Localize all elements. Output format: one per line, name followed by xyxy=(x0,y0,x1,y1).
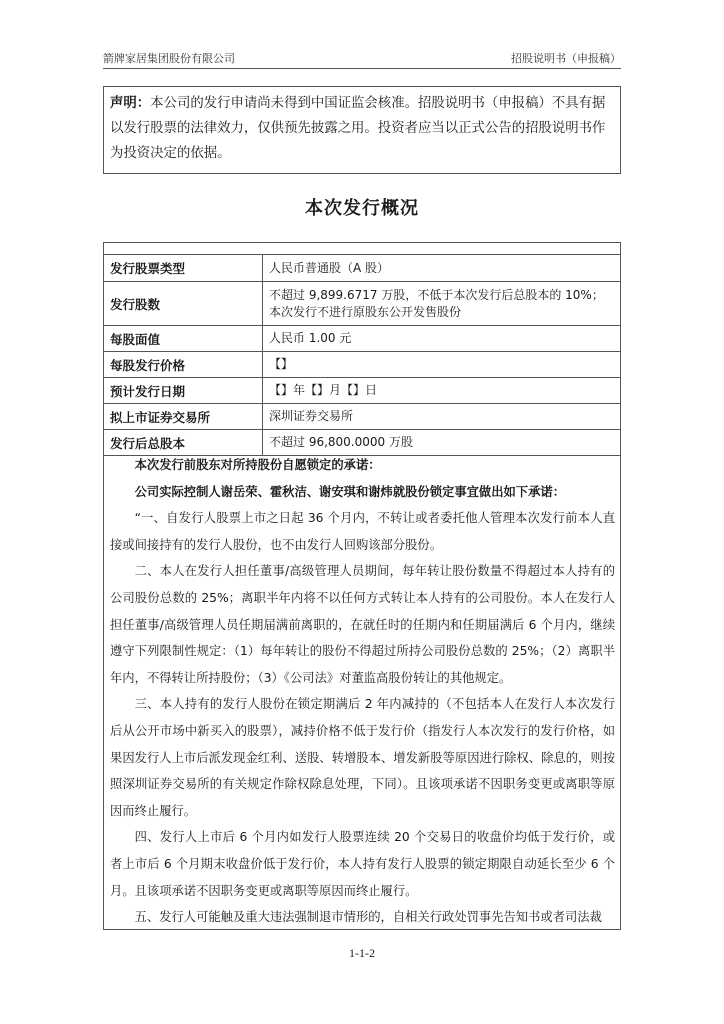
header-company-name: 箭牌家居集团股份有限公司 xyxy=(103,52,235,65)
commitment-section xyxy=(110,452,615,931)
row-key: 预计发行日期 xyxy=(104,378,263,404)
offering-summary-table xyxy=(103,254,621,456)
row-value: 深圳证券交易所 xyxy=(263,404,621,430)
table-row xyxy=(104,326,621,352)
table-row xyxy=(104,404,621,430)
header-document-type: 招股说明书（申报稿） xyxy=(511,52,621,65)
page-title: 本次发行概况 xyxy=(305,198,419,219)
disclaimer-label: 声明： xyxy=(110,96,151,111)
row-key: 每股面值 xyxy=(104,326,263,352)
table-row xyxy=(104,352,621,378)
page-number: 1-1-2 xyxy=(349,946,375,960)
row-value: 人民币普通股（A 股） xyxy=(263,255,621,282)
commitment-paragraph-5: 五、发行人可能触及重大违法强制退市情形的，自相关行政处罚事先告知书或者司法裁 xyxy=(134,910,602,925)
row-key: 拟上市证券交易所 xyxy=(104,404,263,430)
disclaimer-box xyxy=(103,86,621,174)
controller-commitment-heading: 公司实际控制人谢岳荣、霍秋洁、谢安琪和谢炜就股份锁定事宜做出如下承诺： xyxy=(134,484,565,499)
row-value: 【】 xyxy=(263,352,621,378)
table-row xyxy=(104,378,621,404)
commitment-paragraph-1: “一、自发行人股票上市之日起 36 个月内，不转让或者委托他人管理本次发行前本人直接或间接持有的发行人股份，也不由发行人回购该部分股份。 xyxy=(110,511,615,552)
commitment-heading: 本次发行前股东对所持股份自愿锁定的承诺： xyxy=(134,458,381,472)
row-key: 每股发行价格 xyxy=(104,352,263,378)
row-key: 发行股数 xyxy=(104,282,263,326)
table-row xyxy=(104,282,621,326)
commitment-paragraph-2: 二、本人在发行人担任董事/高级管理人员期间，每年转让股份数量不得超过本人持有的公司股份总数的 25%；离职半年内将不以任何方式转让本人持有的公司股份。本人在发行人担任董事/高级管理人员任期届满前离职的，在就任时的任期内和任期届满后 6 个月内，继续遵守下列限制性规定：（1）每年转让的股份不得超过所持公司股份总数的 25%；（2）离职半年内，不得转让所持股份；（3）《公司法》对董监高股份转让的其他规定。 xyxy=(110,564,615,685)
commitment-paragraph-4: 四、发行人上市后 6 个月内如发行人股票连续 20 个交易日的收盘价均低于发行价，或者上市后 6 个月期末收盘价低于发行价，本人持有发行人股票的锁定期限自动延长至少 6 个月。且该项承诺不因职务变更或离职等原因而终止履行。 xyxy=(110,830,615,898)
commitment-paragraph-3: 三、本人持有的发行人股份在锁定期满后 2 年内减持的（不包括本人在发行人本次发行后从公开市场中新买入的股票），减持价格不低于发行价（指发行人本次发行的发行价格，如果因发行人上市后派发现金红利、送股、转增股本、增发新股等原因进行除权、除息的，则按照深圳证券交易所的有关规定作除权除息处理，下同）。且该项承诺不因职务变更或离职等原因而终止履行。 xyxy=(110,697,615,818)
table-row xyxy=(104,255,621,282)
row-value: 不超过 9,899.6717 万股，不低于本次发行后总股本的 10%；本次发行不进行原股东公开发售股份 xyxy=(263,282,621,326)
row-value: 人民币 1.00 元 xyxy=(263,326,621,352)
row-key: 发行后总股本 xyxy=(104,430,263,456)
row-value: 不超过 96,800.0000 万股 xyxy=(263,430,621,456)
disclaimer-text: 本公司的发行申请尚未得到中国证监会核准。招股说明书（申报稿）不具有据以发行股票的法律效力，仅供预先披露之用。投资者应当以正式公告的招股说明书作为投资决定的依据。 xyxy=(110,96,606,161)
row-value: 【】年【】月【】日 xyxy=(263,378,621,404)
row-key: 发行股票类型 xyxy=(104,255,263,282)
page-header xyxy=(103,50,621,69)
